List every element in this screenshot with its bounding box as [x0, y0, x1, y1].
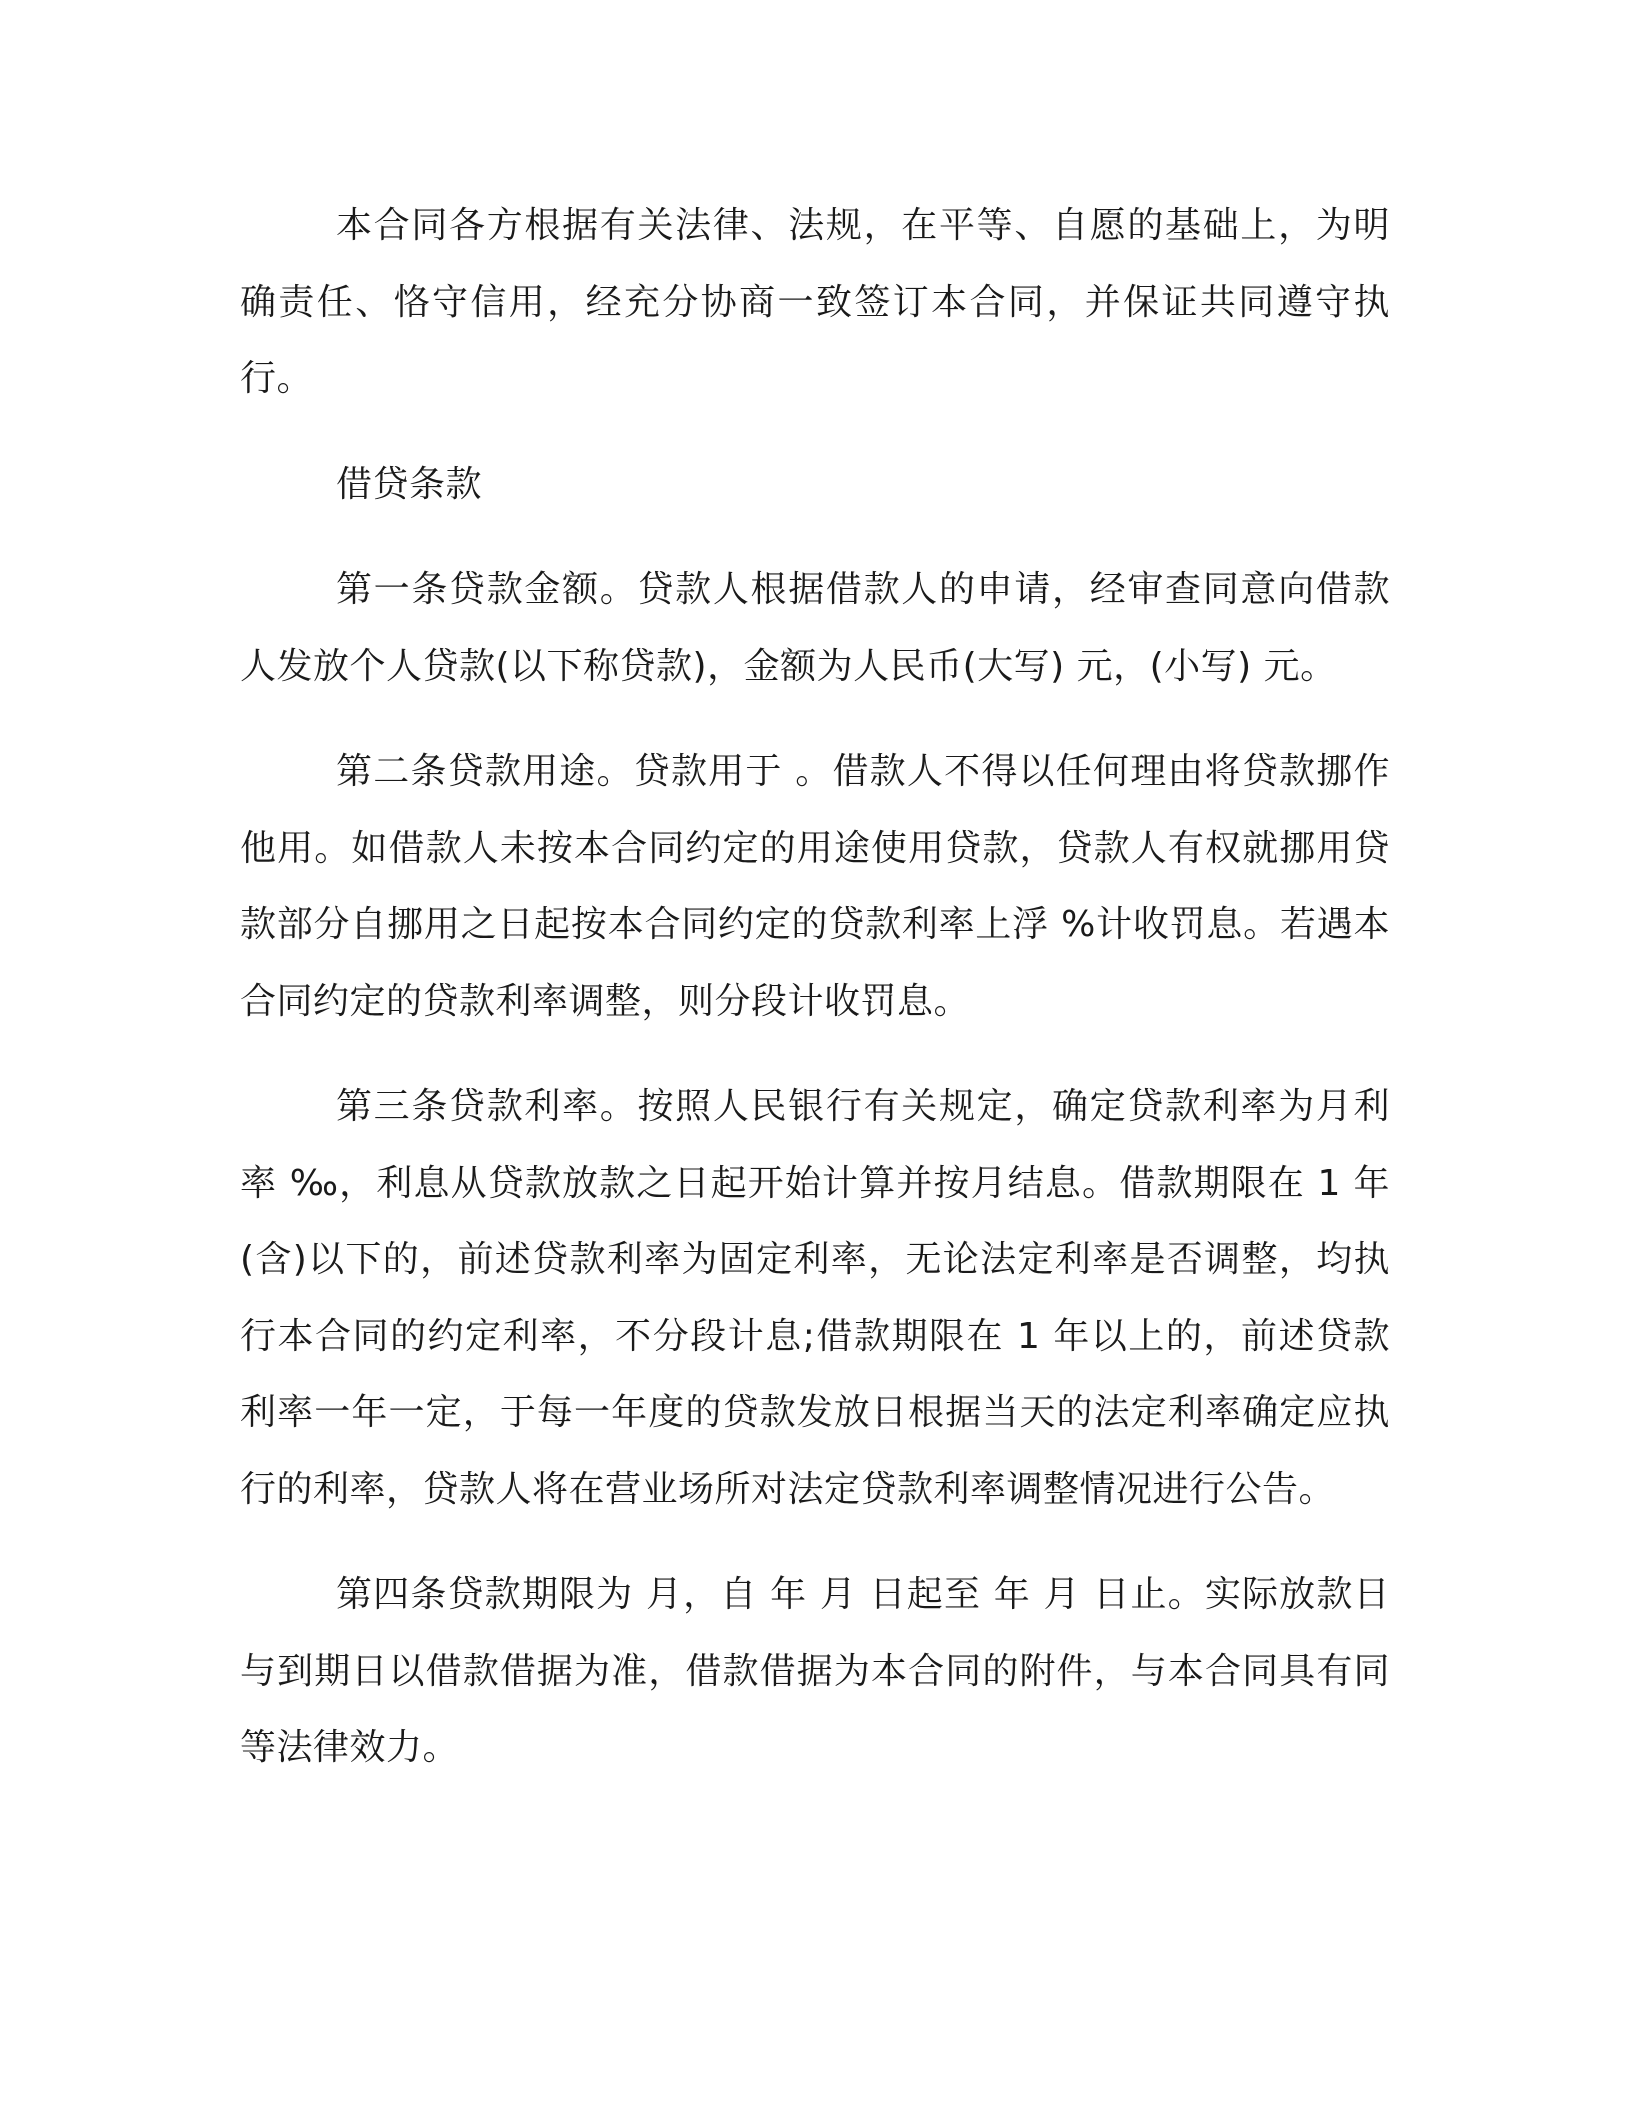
article-3-paragraph: 第三条贷款利率。按照人民银行有关规定，确定贷款利率为月利率 ‰，利息从贷款放款之日起开始计算并按月结息。借款期限在 1 年(含)以下的，前述贷款利率为固定利率，无论法定利率是否调整，均执行本合同的约定利率，不分段计息;借款期限在 1 年以上的，前述贷款利率一年一定，于每一年度的贷款发放日根据当天的法定利率确定应执行的利率，贷款人将在营业场所对法定贷款利率调整情况进行公告。: [240, 1086, 1390, 1510]
article-1-paragraph: 第一条贷款金额。贷款人根据借款人的申请，经审查同意向借款人发放个人贷款(以下称贷款)，金额为人民币(大写) 元，(小写) 元。: [240, 569, 1390, 687]
section-heading: 借贷条款: [336, 463, 483, 505]
preamble-paragraph: 本合同各方根据有关法律、法规，在平等、自愿的基础上，为明确责任、恪守信用，经充分协商一致签订本合同，并保证共同遵守执行。: [240, 205, 1390, 399]
document-body: [240, 188, 1390, 1816]
article-2-paragraph: 第二条贷款用途。贷款用于 。借款人不得以任何理由将贷款挪作他用。如借款人未按本合同约定的用途使用贷款，贷款人有权就挪用贷款部分自挪用之日起按本合同约定的贷款利率上浮 %计收罚息。若遇本合同约定的贷款利率调整，则分段计收罚息。: [240, 751, 1390, 1022]
article-4-paragraph: 第四条贷款期限为 月，自 年 月 日起至 年 月 日止。实际放款日与到期日以借款借据为准，借款借据为本合同的附件，与本合同具有同等法律效力。: [240, 1574, 1390, 1768]
